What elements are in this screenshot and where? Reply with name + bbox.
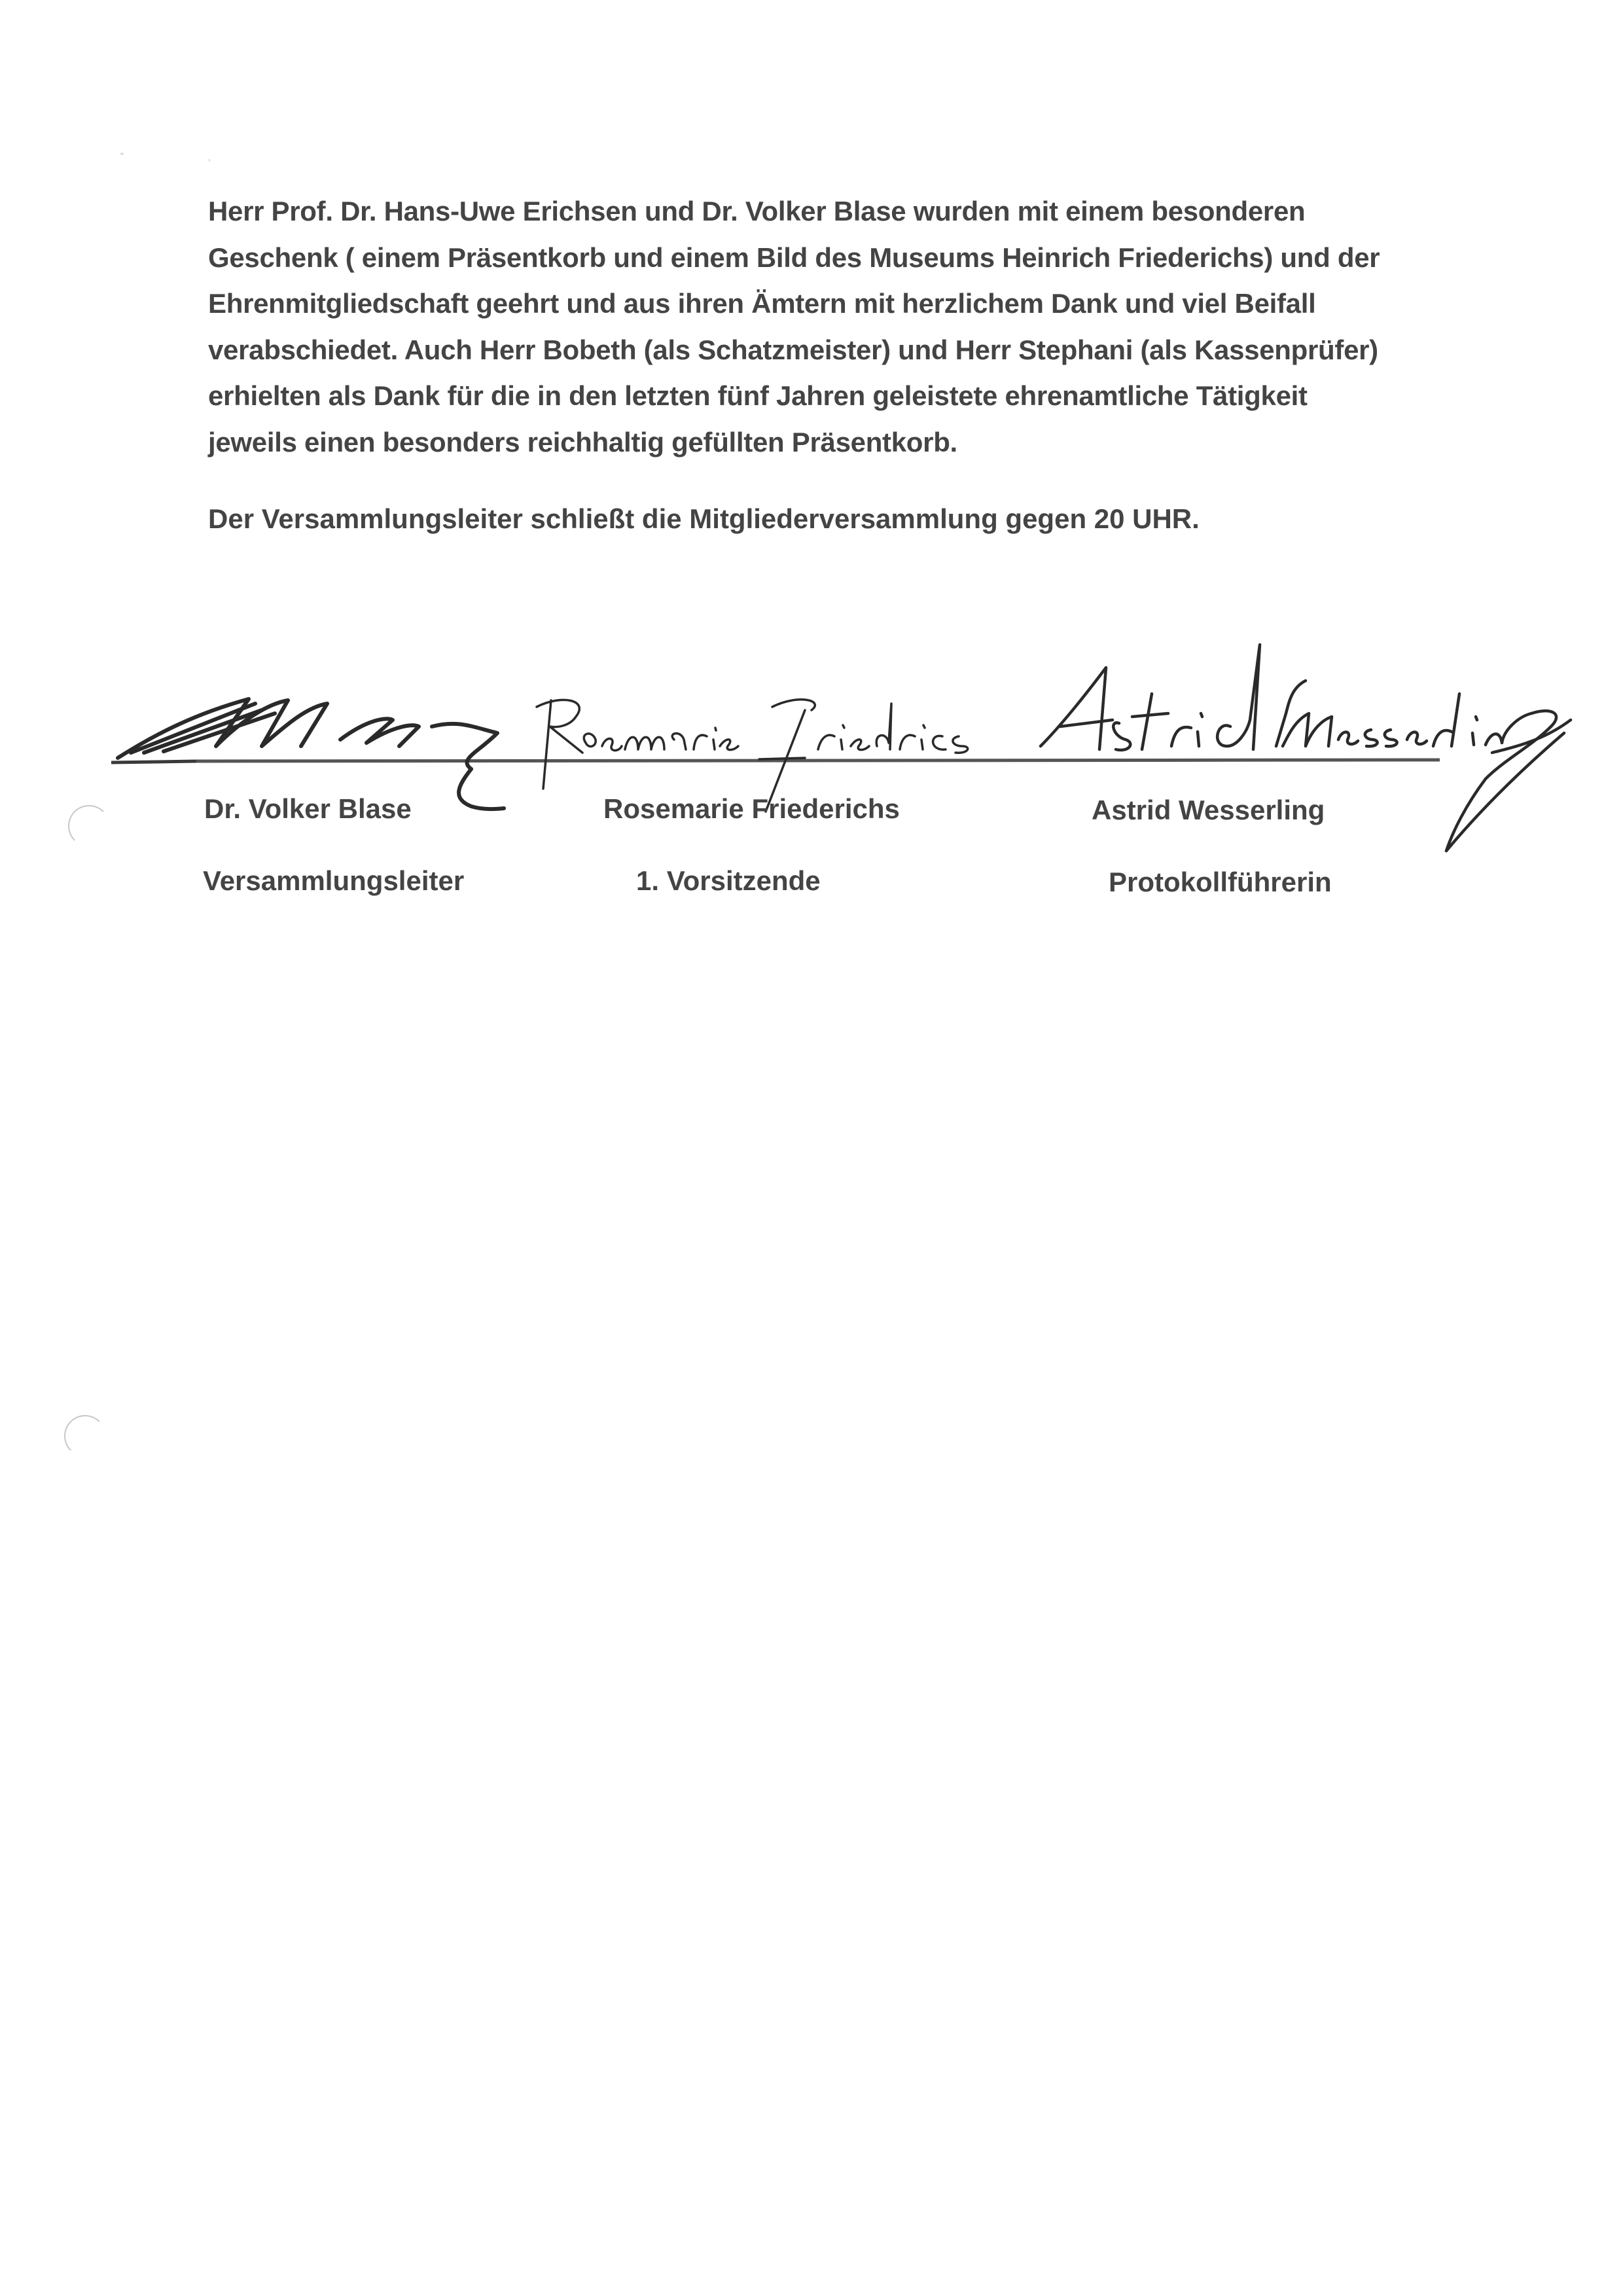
signer-name-volker-blase: Dr. Volker Blase (204, 793, 412, 824)
paragraph-line: Herr Prof. Dr. Hans-Uwe Erichsen und Dr. Volker Blase wurden mit einem besonderen (208, 196, 1306, 226)
signature-volker-blase (118, 699, 504, 809)
punch-hole-mark (64, 1415, 106, 1457)
signer-role-protokollfuehrerin: Protokollführerin (1109, 867, 1332, 897)
paragraph-line: erhielten als Dank für die in den letzten fünf Jahren geleistete ehrenamtliche Tätigkeit (208, 380, 1308, 411)
signature-line (196, 760, 1440, 761)
signer-role-vorsitzende: 1. Vorsitzende (636, 865, 821, 896)
paragraph-line: jeweils einen besonders reichhaltig gefüllten Präsentkorb. (208, 426, 957, 457)
closing-statement: Der Versammlungsleiter schließt die Mitgliederversammlung gegen 20 UHR. (208, 503, 1200, 534)
signer-role-versammlungsleiter: Versammlungsleiter (203, 865, 465, 896)
signer-name-rosemarie-friederichs: Rosemarie Friederichs (603, 793, 900, 824)
paragraph-line: Geschenk ( einem Präsentkorb und einem Bild des Museums Heinrich Friederichs) und der (208, 242, 1380, 273)
punch-hole-mark (68, 805, 110, 847)
body-paragraph (208, 188, 1491, 465)
paragraph-line: Ehrenmitgliedschaft geehrt und aus ihren Ämtern mit herzlichem Dank und viel Beifall (208, 288, 1316, 319)
signer-name-astrid-wesserling: Astrid Wesserling (1092, 795, 1325, 825)
scan-artifact: , (208, 152, 211, 162)
scan-artifact: " (120, 151, 124, 161)
paragraph-line: verabschiedet. Auch Herr Bobeth (als Schatzmeister) und Herr Stephani (als Kassenprüfer) (208, 334, 1378, 365)
